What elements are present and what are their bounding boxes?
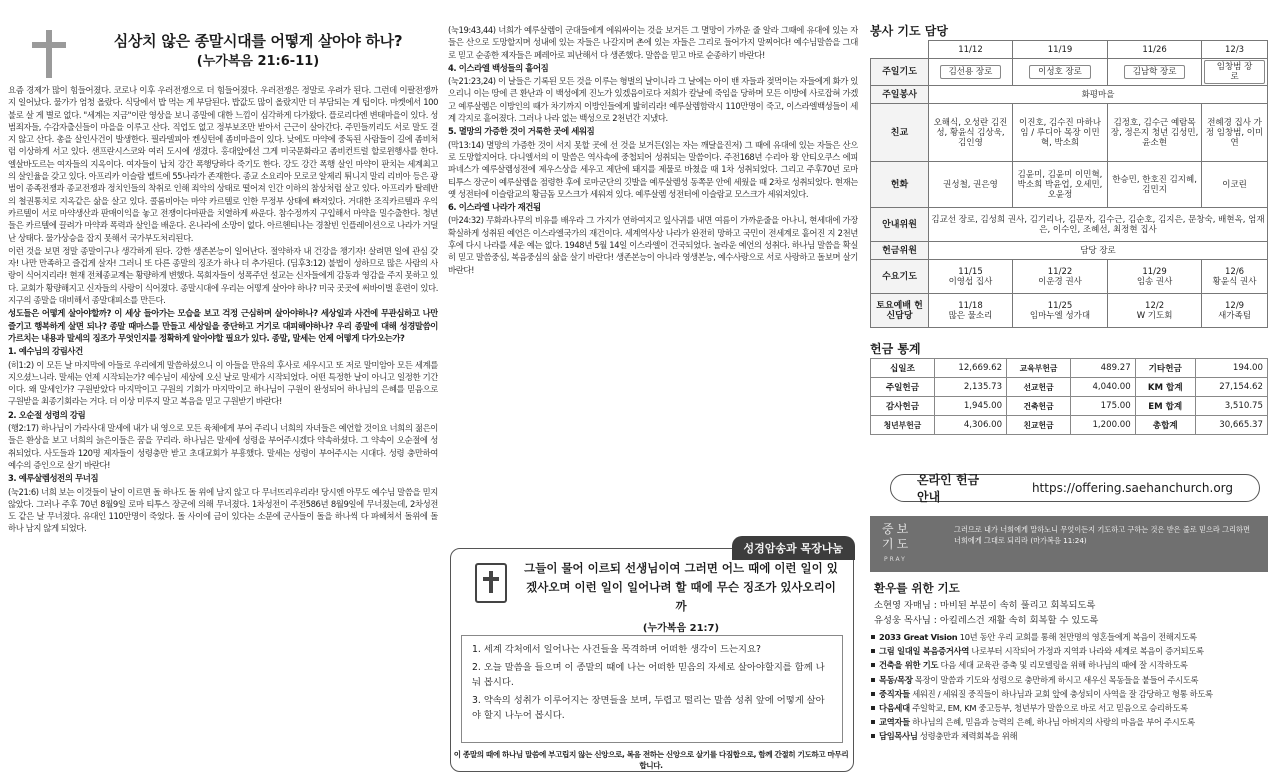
stat-label: 교육부헌금 [1007, 359, 1071, 378]
duty-date: 11/19 [1012, 41, 1107, 59]
duty-label: 친교 [871, 104, 929, 162]
sick-prayer-item: 소현영 자매님 : 마비된 부분이 속히 풀리고 회복되도록 [874, 600, 1096, 611]
bible-icon [475, 563, 507, 603]
duty-date: 11/18 [958, 300, 983, 311]
duty-cell: 임송 권사 [1136, 276, 1173, 287]
offering-stats-table [870, 358, 1268, 435]
duty-title: 봉사 기도 담당 [870, 24, 948, 38]
stat-label: 선교헌금 [1007, 378, 1071, 397]
duty-cell: 김정호, 김수근 예람목장, 정은지 청년 김성민, 윤소현 [1108, 104, 1202, 162]
duty-date: 12/3 [1202, 41, 1268, 59]
stat-value: 1,945.00 [934, 397, 1006, 416]
stat-value: 12,669.62 [934, 359, 1006, 378]
duty-cell: 화평마을 [929, 86, 1268, 104]
duty-cell: 임마누엘 성가대 [1029, 310, 1091, 321]
duty-cell: 이영섭 집사 [948, 276, 993, 287]
prayer-requests [870, 630, 1270, 744]
sermon-paragraph: 이런 것을 보면 정말 종말이구나 생각하게 된다. 강한 생존본능이 일어난다. 절약하자 내 건강을 챙기자! 살려면 일에 관심 갖자! 나만 만족하고 즐겁게 살자! 그러니 또 다른 종말의 징조가 하나 더 추가된다. (딤후3:12) 불법이 성하므로 많은 사람의 사랑이 식어지리라! 현재 전체종교계는 황량하게 변했다. 목회자들이 성폭주던 설교는 신자들에게 감동과 영감을 주지 못하고 있다. 교회가 황량해지고 신자들의 사랑이 식어졌다. 종말시대에 우리는 어떻게 살아야 하나? 미국 곳곳에 써바이벌 훈련이 있다. 지구의 종말을 대비해서 종말대피소를 만든다. [8, 245, 438, 306]
intercession-english: PRAY [884, 556, 907, 563]
duty-date: 11/22 [1047, 266, 1073, 277]
sermon-title: 심상치 않은 종말시대를 어떻게 살아야 하나? [113, 32, 403, 50]
duty-cell: 황윤식 권사 [1212, 276, 1257, 287]
stat-value: 3,510.75 [1195, 397, 1267, 416]
sick-prayer-item: 유성웅 목사님 : 아킬레스건 재활 속히 회복할 수 있도록 [874, 615, 1099, 626]
sermon-heading: 4. 이스라엘 백성들의 흩어짐 [448, 62, 549, 73]
duty-label: 주일봉사 [871, 86, 929, 104]
sermon-paragraph: 요즘 경제가 많이 힘들어졌다. 코로나 이후 우러전쟁으로 더 힘들어졌다. 우러전쟁은 정말로 우려가 된다. 그런데 이팔전쟁까지 일어났다. 물가가 엄청 올랐다. 식당에서 밥 먹는 게 부담된다. 밥값도 많이 올랐지만 더 부담되는 게 팁이다. 마켓에서 100불로 살 게 별로 없다. "세계는 지금"이란 영상을 보니 종말에 대한 느낌이 심각하게 다가왔다. 플로리다엔 변태마을이 있다. 성범죄자들, 수감자출신들이 마을을 이루고 산다. 직업도 없고 정부보조만 받아서 근근이 살아간다. 주민들끼리도 서로 말도 걸지 않고 산다. 총을 살인사건이 발생한다. 필라델피아 켄싱턴에 좀비마을이 있다. 낮에도 마약에 중독된 사람들이 길에 좀비처럼 이상하게 서고 있다. 샌프란시스코와 여러 도시에 생겼다. 홍대앞에선 그게 미국문화라고 좀비컨트럴 할로윈행사를 한다. 엘살바도르는 여자들의 지옥이다. 여자들이 납치 강간 폭행당하다 죽기도 한다. 강도 강간 폭행 살인 마약이 판치는 세계최고의 살인율을 갖고 있다. 아프리카 이슬람 벨트에 55나라가 존재한다. 종교 소요리아 모로코 알제리 튀니지 말리 리비아 등은 광범이 종족전쟁과 종교전쟁과 정치인들의 착취로 인해 죄악의 상태로 떨어져 인간 이하의 참상처럼 살고 있다. 아프리카 탈레반의 철권통치로 지옥같은 삶을 살고 있다. 콜롬비아는 마약 카르텔로 인한 무정부 상태에 빠져있다. 거대한 조직카르텔과 우익카르텔이 서로 마약생산과 판매이익을 놓고 전쟁이다마판을 치열하게 싸운다. 참수정까지 구입해서 마약을 밀수출한다. 청년들은 카르텔에 끌려가 마약과 폭력과 살인을 배운다. 온나라에 소망이 없다. 아르헨티나는 경찰빈 인플레이션으로 나라가 거덜난 상태다. 물가상승을 잡지 못해서 국가부도처리된다. [8, 85, 438, 243]
meditation-footer: 이 종말의 때에 하나님 말씀에 부고립지 않는 신앙으로, 복음 전하는 신앙으로 살기를 다짐합으로, 함께 간절히 기도하고 마무리 합니다. [453, 750, 849, 770]
sermon-heading: 1. 예수님의 강림사건 [8, 346, 83, 357]
sermon-paragraph: 성도들은 어떻게 살아야할까? 이 세상 들아가는 모습을 보고 걱정 근심하며 살아야하나? 세상일과 사건에 무관심하고 나만 즐기고 행복하게 살면 되나? 종말 때마스를 만들고 세상일을 중단하고 거기로 대피해야하나? 우리 종말에 대해 성경말씀이 가르치는 내용과 말세의 징조가 무엇인지를 정확하게 알아야할 필요가 있다. 종말, 말세는 언제 어떻게 다가오는가? [8, 308, 438, 343]
sermon-paragraph: (눅19:43,44) 너희가 예루살렘이 군대들에게 에워싸이는 것을 보거든 그 멸망이 가까운 줄 알라 그때에 유대에 있는 자들은 산으로 도망할지며 성내에 있는 자들은 나갈지며 촌에 있는 자들은 그리로 들어가지 말찌어다! 예수님말씀을 그대로 믿고 순종한 제자들은 페레아로 피난해서 다 생존했다. 말씀을 믿고 바로 순종하기 바란다! [448, 25, 858, 60]
sermon-reference: (누가복음 21:6-11) [196, 54, 320, 69]
intercession-banner [870, 516, 1268, 572]
meditation-tab: 성경암송과 목장나눔 [732, 536, 855, 560]
sermon-continued-body [448, 24, 858, 538]
sermon-paragraph: (마24:32) 무화과나무의 비유를 배우라 그 가지가 연하여지고 잎사귀를 내면 여름이 가까운줄을 아나니, 현세대에 가장 확실하게 성취된 예언은 이스라엘국가의 재건이다. 세계역사상 나라가 완전히 망하고 국민이 전세계로 흩어진 지 2천년 후에 다시 나라를 세운 예는 없다. 1948년 5월 14일 이스라엘이 건국되었다. 놀라운 예언의 성취다. 하나님 말씀을 확실히 믿고 말씀중심, 복음중심의 삶을 살기 바란다! 생존본능이 아니라 영생본능, 예수사랑으로 서로 사랑하고 돌보며 살기 바란다! [448, 215, 858, 275]
intercession-verse: 그러므로 내가 너희에게 말하노니 무엇이든지 기도하고 구하는 것은 받은 줄로 믿으라 그리하면 너희에게 그대로 되리라 [954, 525, 1250, 545]
stat-label: KM 합계 [1135, 378, 1195, 397]
sermon-paragraph: (막13:14) 멸망의 가증한 것이 서지 못할 곳에 선 것을 보거든(읽는 자는 깨달을진저) 그 때에 유대에 있는 자들은 산으로 도망할지어다. 다니엘서의 이 말씀은 역사속에 중첩되어 성취되는 말씀이다. 주전168년 수리아 왕 안티오쿠스 에피파네스가 예루살렘성전에 제우스상을 세우고 제단에 돼지를 제물로 바쳤을 때 1차 성취되었다. 그리고 주후70년 로마 티투스 장군이 예루살렘을 점령한 후에 로마군단의 깃발을 예루살렘성 동쪽문 안에 세웠을 때 2차로 성취되었다. 현재는 옛 성전터에 이슬람교의 황금돔 모스크가 세워져 있다. 예루살렘 성전터에 이슬람교 모스크가 세워져있다. [448, 139, 858, 199]
duty-label: 헌화 [871, 162, 929, 208]
stat-label: 총합계 [1135, 416, 1195, 435]
duty-table [870, 40, 1268, 328]
prayer-item: 그림 일대일 복음증거사역 나로부터 시작되어 가정과 지역과 나라와 세계로 복음이 증거되도록 [870, 644, 1270, 658]
duty-label: 주일기도 [871, 59, 929, 86]
duty-date: 11/29 [1142, 266, 1167, 277]
duty-date: 12/6 [1225, 266, 1245, 277]
duty-cell: 새가족팀 [1218, 310, 1251, 321]
online-offering-link[interactable]: https://offering.saehanchurch.org [1031, 481, 1233, 495]
duty-cell: 권성철, 권은영 [929, 162, 1013, 208]
duty-label: 안내위원 [871, 208, 929, 242]
intercession-title: 중보 기도 [882, 522, 912, 551]
duty-cell: 김윤미, 김윤미 이민혁, 박소희 박윤업, 오세민, 오윤정 [1012, 162, 1107, 208]
prayer-item: 다음세대 주일학교, EM, KM 중고등부, 청년부가 말씀으로 바로 서고 믿음으로 승리하도록 [870, 701, 1270, 715]
sermon-paragraph: (눅21:23,24) 이 날들은 기록된 모든 것을 이루는 형벌의 날이니라 그 날에는 아이 밴 자들과 젖먹이는 자들에게 화가 있으리니 이는 땅에 큰 환난과 이 백성에게 진노가 있겠음이로다 저희가 칼날에 죽임을 당하며 모든 이방에 사로잡혀 가겠고 예루살렘은 이방인의 때가 차기까지 이방인들에게 밟히리라! 예루살렘함락시 110만명이 죽고, 이스라엘백성들이 세계 각지로 흩어졌다. 그러나 나라 없는 백성으로 2천년간 지냈다. [448, 76, 858, 124]
duty-cell: 이운경 권사 [1038, 276, 1082, 287]
duty-date: 12/2 [1145, 300, 1165, 311]
sick-prayer-title: 환우를 위한 기도 [874, 581, 960, 595]
duty-cell: 이코린 [1202, 162, 1268, 208]
sermon-heading: 2. 오순절 성령의 강림 [8, 409, 86, 420]
duty-date: 12/9 [1225, 300, 1245, 311]
stat-label: 기타헌금 [1135, 359, 1195, 378]
question-item: 2. 오늘 말씀을 들으며 이 종말의 때에 나는 어떠한 믿음의 자세로 살아야할지를 함께 나눠 봅시다. [472, 662, 825, 688]
duty-cell: 이성호 장로 [1029, 65, 1091, 79]
prayer-item: 담임목사님 성령충만과 체력회복을 위해 [870, 729, 1270, 743]
duty-cell: 오해식, 오성란 김진성, 황윤식 김상욱, 김인영 [929, 104, 1013, 162]
duty-cell: 김남학 장로 [1124, 65, 1186, 79]
stat-value: 175.00 [1071, 397, 1136, 416]
sermon-heading: 6. 이스라엘 나라가 재건됨 [448, 202, 541, 213]
duty-cell: W 기도회 [1136, 310, 1173, 321]
stat-value: 1,200.00 [1071, 416, 1136, 435]
prayer-item: 중직자들 세워진 / 세워질 중직들이 하나님과 교회 앞에 충성되이 사역을 잘 감당하고 형통 하도록 [870, 687, 1270, 701]
memory-verse: 그들이 물어 이르되 선생님이여 그러면 어느 때에 이런 일이 있겠사오며 이런 일이 일어나려 할 때에 무슨 징조가 있사오리이까 [524, 561, 838, 613]
duty-cell: 김선용 장로 [940, 65, 1002, 79]
online-offering-label: 온라인 헌금 안내 [917, 473, 980, 504]
duty-label: 수요기도 [871, 260, 929, 294]
stat-label: EM 합계 [1135, 397, 1195, 416]
prayer-item: 2033 Great Vision 10년 동안 우리 교회를 통해 천만명의 영혼들에게 복음이 전해지도록 [870, 630, 1270, 644]
memory-verse-reference: (누가복음 21:7) [642, 623, 720, 634]
cross-icon [32, 30, 66, 78]
stat-value: 27,154.62 [1195, 378, 1267, 397]
duty-cell: 이진호, 김수진 마하나임 / 루디아 목장 이민혁, 박소희 [1012, 104, 1107, 162]
question-item: 3. 약속의 성취가 이루어지는 장면들을 보며, 두렵고 떨리는 말씀 성취 앞에 어떻게 살아야 할지 나누어 봅시다. [472, 695, 825, 721]
duty-date: 11/15 [958, 266, 983, 277]
duty-cell: 김교선 장로, 김성희 권사, 김기리나, 김문자, 김수근, 김순호, 김지은, 문창숙, 배현옥, 엄재은, 이수인, 조혜선, 최정현 집사 [929, 208, 1268, 242]
duty-date: 11/26 [1108, 41, 1202, 59]
stat-label: 주일헌금 [871, 378, 935, 397]
prayer-item: 목동/목장 목장이 말씀과 기도와 성령으로 충만하게 하시고 새우신 목동들을 붙들어 주시도록 [870, 673, 1270, 687]
duty-cell: 전혜경 집사 가정 임창범, 이미연 [1202, 104, 1268, 162]
sermon-body [8, 84, 438, 774]
sermon-paragraph: (히1:2) 이 모든 날 마지막에 아들로 우리에게 말씀하셨으니 이 아들을 만유의 후사로 세우시고 또 저로 말미암아 모든 세계를 지으셨느니라. 말세는 언제 시작되는가? 예수님이 세상에 오신 날로 말세가 시작되었다. 어떤 특정한 날이 아니고 일정한 기간이다. 왜 말세인가? 구원받았다 마지막이고 구원의 기회가 마지막이고 하나님이 구원이 완성되어 하나님의 은혜를 믿음으로 구원받을 최종기회라는 거다. 더 이상 미루지 말고 복음을 믿고 구원받기 바란다! [8, 359, 438, 407]
stat-value: 4,040.00 [1071, 378, 1136, 397]
stat-label: 건축헌금 [1007, 397, 1071, 416]
meditation-box [450, 542, 854, 772]
sermon-heading: 3. 예루살렘성전의 무너짐 [8, 473, 99, 484]
stat-label: 십일조 [871, 359, 935, 378]
online-offering-box [890, 474, 1260, 502]
sermon-paragraph: (눅21:6) 너희 보는 이것들이 날이 이르면 돌 하나도 돌 위에 남지 않고 다 무너뜨리우리라! 당시엔 아무도 예수님 말씀을 믿지 않았다. 그러나 주후 70년 8월9일 로마 티투스 장군에 의해 무너졌다. 1차성전이 주전586년 8월9일에 무너졌는데, 2차성전도 같은 날 무너졌다. 유대인 110만명이 죽었다. 돌 사이에 금이 있다는 소문에 군사들이 돌을 하나씩 다 파헤쳐서 돌위에 돌 하나 남지 않게 되었다. [8, 486, 438, 534]
stat-value: 2,135.73 [934, 378, 1006, 397]
duty-label: 헌금위원 [871, 242, 929, 260]
duty-cell: 임창범 장로 [1204, 60, 1265, 84]
duty-date: 11/25 [1047, 300, 1073, 311]
stat-label: 청년부헌금 [871, 416, 935, 435]
stat-value: 30,665.37 [1195, 416, 1267, 435]
duty-cell: 많은 물소리 [948, 310, 993, 321]
prayer-item: 교역자들 하나님의 은혜, 믿음과 능력의 은혜, 하나님 아버지의 사랑의 마음을 부어 주시도록 [870, 715, 1270, 729]
sermon-column [8, 0, 438, 778]
stat-value: 489.27 [1071, 359, 1136, 378]
duty-date: 11/12 [929, 41, 1013, 59]
prayer-item: 건축을 위한 기도 다음 세대 교육관 증축 및 리모델링을 위해 하나님의 때에 잘 시작하도록 [870, 658, 1270, 672]
info-column [868, 0, 1272, 778]
duty-cell: 담당 장로 [929, 242, 1268, 260]
stat-value: 194.00 [1195, 359, 1267, 378]
sermon-continued-column [448, 0, 858, 778]
offering-stats-title: 헌금 통계 [870, 342, 921, 356]
intercession-reference: (마가복음 11:24) [1030, 536, 1087, 545]
discussion-questions [461, 635, 843, 743]
sermon-paragraph: (행2:17) 하나님이 가라사대 말세에 내가 내 영으로 모든 육체에게 부어 주리니 너희의 자녀들은 예언할 것이요 너희의 젊은이들은 환상을 보고 너희의 늙은이들은 꿈을 꾸리라. 하나님은 말세에 성령을 부어주시겠다 약속하셨다. 그 약속이 오순절에 성취되었다. 사도들과 120명 제자들이 성령충만 받고 초대교회가 부흥했다. 말세는 성령이 부어주시는 시대다. 성령 충만하여 예수의 증인으로 살기 바란다! [8, 423, 438, 470]
duty-label: 토요예배 헌신담당 [871, 294, 929, 328]
question-item: 1. 세계 각처에서 일어나는 사건들을 목격하며 어떠한 생각이 드는지요? [472, 644, 761, 655]
stat-label: 친교헌금 [1007, 416, 1071, 435]
sermon-heading: 5. 멸망의 가증한 것이 거룩한 곳에 세워짐 [448, 126, 595, 137]
sick-prayer-list [874, 598, 1268, 628]
stat-value: 4,306.00 [934, 416, 1006, 435]
stat-label: 감사헌금 [871, 397, 935, 416]
duty-cell: 한승민, 한호진 김지혜, 김민지 [1108, 162, 1202, 208]
